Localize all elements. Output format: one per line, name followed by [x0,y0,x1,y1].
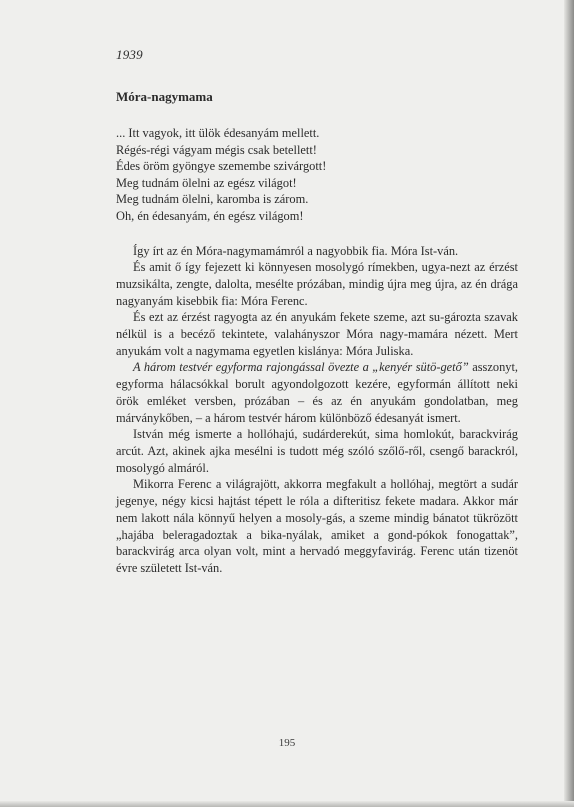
poem-line: Meg tudnám ölelni az egész világot! [116,175,297,190]
poem-line: Oh, én édesanyám, én egész világom! [116,208,304,223]
poem-line: Régés-régi vágyam mégis csak betellett! [116,142,317,157]
paragraph: Mikorra Ferenc a világrajött, akkorra megfakult a hollóhaj, megtört a sudár jegenye, négy kicsi hajtást tépett le róla a difteritisz fekete madara. Akkor már nem lakott nála könnyű helyen a mosoly-gás, a szeme mindig bánatot tükrözött „hajába beleragadoztak a bika-nyálak, amiket a gond-pókok fonogattak”, barackvirág arca olyan volt, mint a hervadó meggyfavirág. Ferenc után tizenöt évre született Ist-ván. [116,477,518,575]
poem-line: Meg tudnám ölelni, karomba is zárom. [116,192,309,207]
page-content [116,47,518,577]
poem-line: Édes öröm gyöngye szemembe szivárgott! [116,159,327,174]
page-number: 195 [278,737,296,749]
prose-body [116,243,518,577]
page-edge-shadow [564,0,574,807]
paragraph [116,359,518,426]
chapter-title: Móra-nagymama [116,89,213,104]
paragraph: És amit ő így fejezett ki könnyesen mosolygó rímekben, ugya-nezt az érzést muzsikálta, zengte, dalolta, mesélte prózában, mindig újra meg újra, az én drága nagyanyám kisebbik fia: Móra Ferenc. [116,260,518,308]
paragraph: István még ismerte a hollóhajú, sudárderekút, sima homlokút, barackvirág arcút. Azt, akinek ajka mesélni is tudott még szóló szőlő-ről, csengő barackról, mosolygó almáról. [116,427,518,475]
paragraph: És ezt az érzést ragyogta az én anyukám fekete szeme, azt su-gározta szavak nélkül is a becéző tekintete, valahányszor Móra nagy-mamára nézett. Mert anyukám volt a nagymama egyetlen kislánya: Móra Juliska. [116,310,518,358]
chapter-year: 1939 [116,47,143,62]
italic-phrase: A három testvér egyforma rajongással övezte a „kenyér sütö-gető” [133,360,469,375]
poem-line: ... Itt vagyok, itt ülök édesanyám mellett. [116,126,320,140]
poem-block [116,125,518,225]
paragraph: Így írt az én Móra-nagymamámról a nagyobbik fia. Móra Ist-ván. [133,243,459,258]
paragraph-text: asszonyt, egyforma hálacsókkal borult agyondolgozott kezére, egyformán állított neki örök emléket versben, prózában – és az én anyukám gondolatban, meg márványkőben, – a három testvér három különböző édesanyát ismert. [116,360,518,425]
page-bottom-edge [0,801,574,807]
